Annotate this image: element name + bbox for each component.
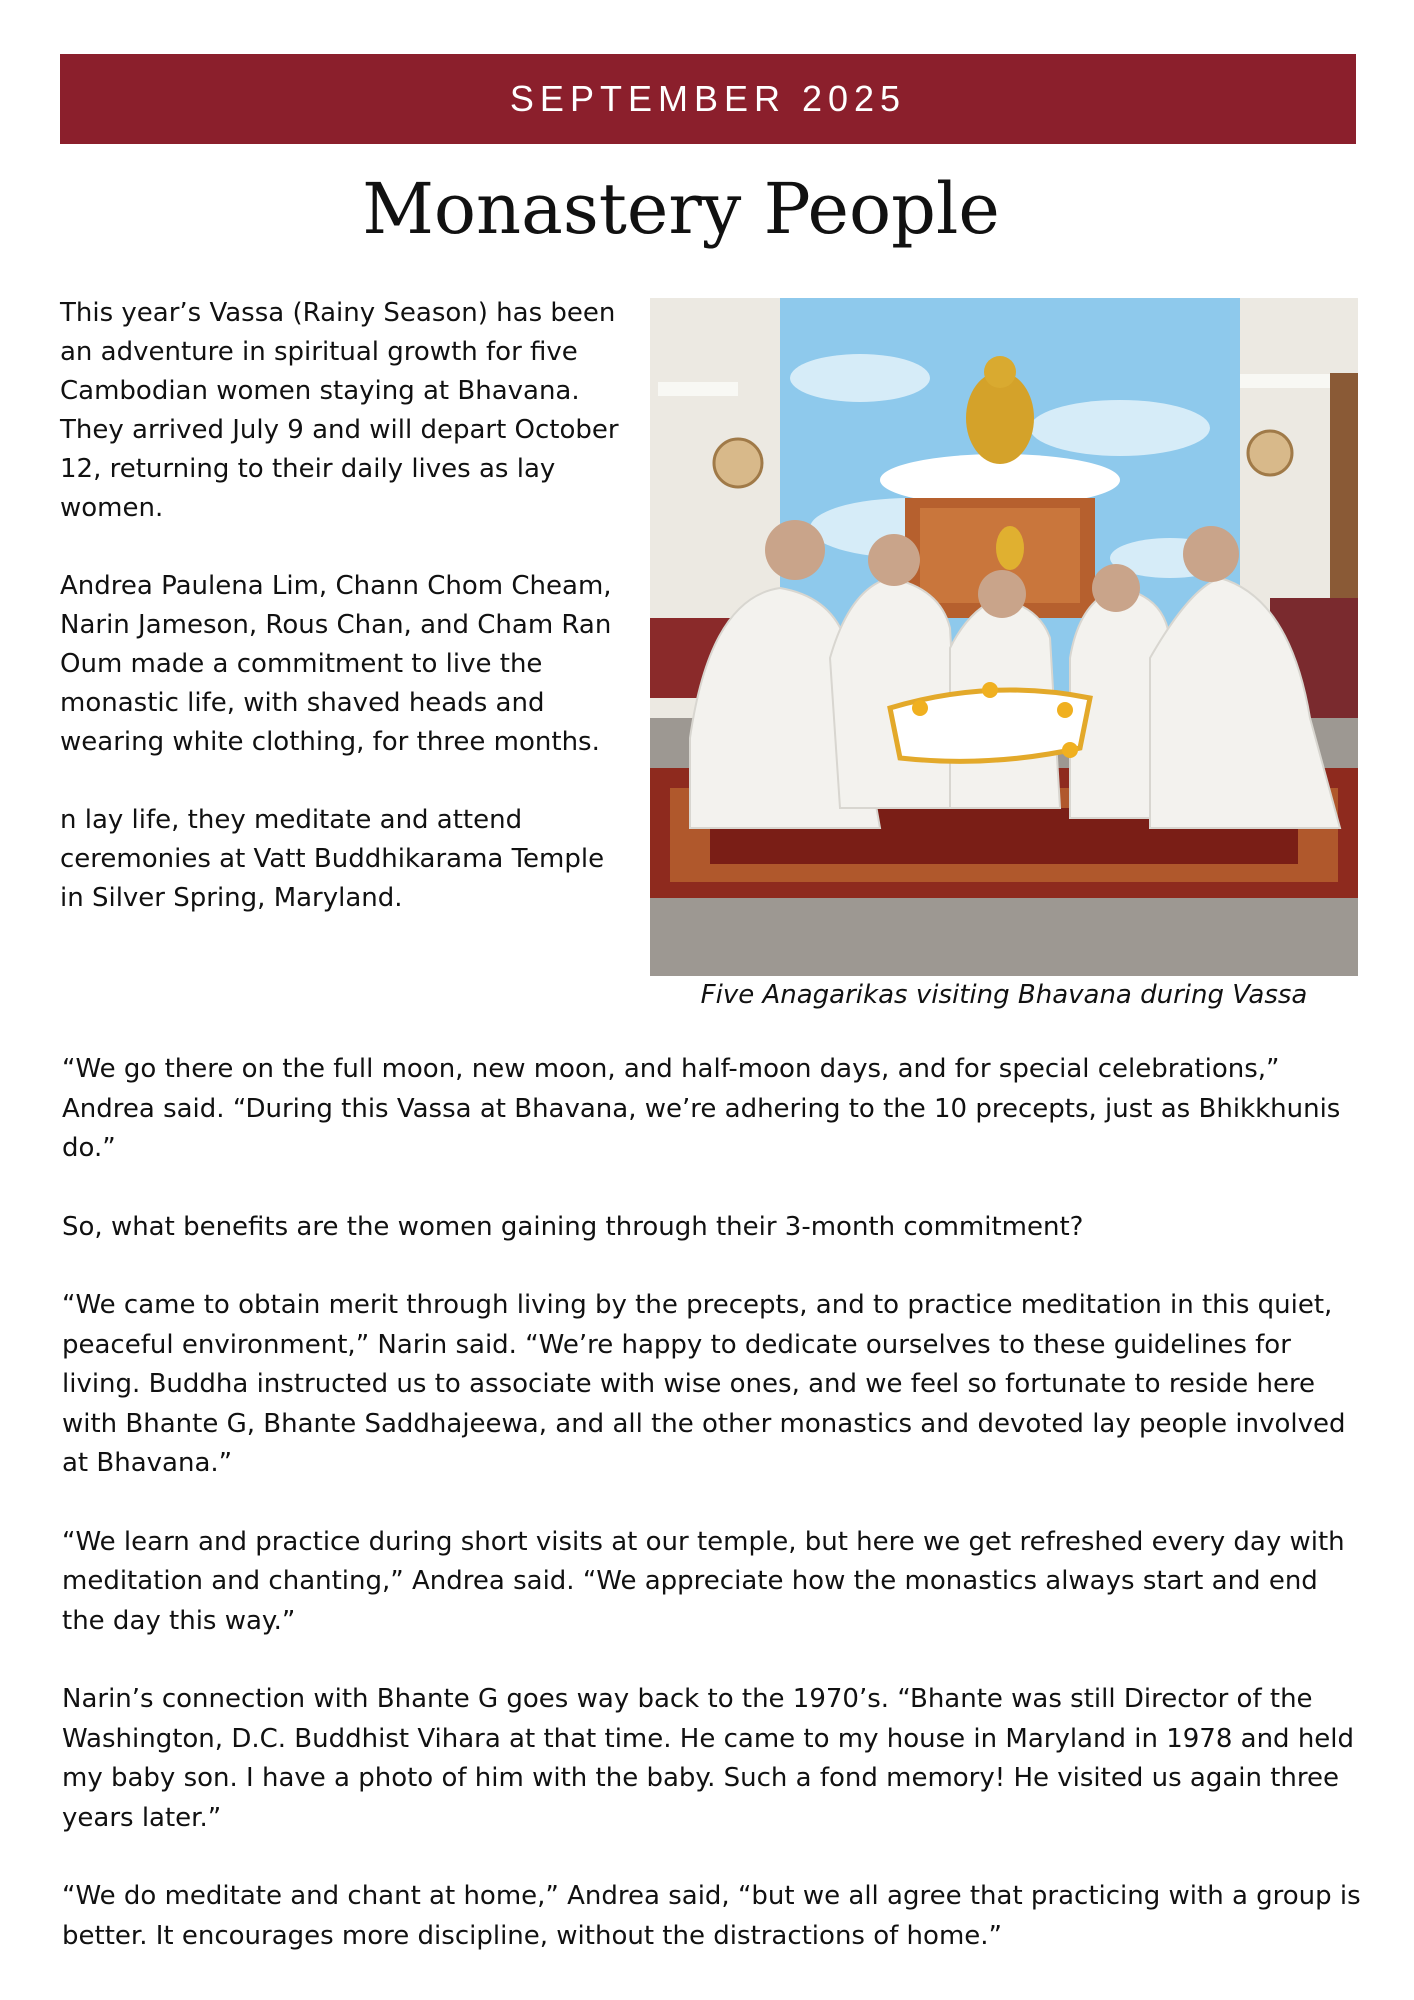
intro-paragraph: Andrea Paulena Lim, Chann Chom Cheam, Narin Jameson, Rous Chan, and Cham Ran Oum made a commitment to live the monastic life, with shaved heads and wearing white clothing, for three months. bbox=[60, 571, 612, 757]
photo-caption: Five Anagarikas visiting Bhavana during Vassa bbox=[700, 980, 1308, 1010]
body-paragraph: “We learn and practice during short visits at our temple, but here we get refreshed every day with meditation and chanting,” Andrea said. “We appreciate how the monastics always start and end the day this way.” bbox=[62, 1526, 1345, 1636]
intro-paragraph: This year’s Vassa (Rainy Season) has been an adventure in spiritual growth for five Cambodian women staying at Bhavana. They arrived July 9 and will depart October 12, returning to their daily lives as lay women. bbox=[60, 298, 619, 523]
month-banner-text: SEPTEMBER 2025 bbox=[509, 78, 907, 119]
group-photo bbox=[650, 298, 1358, 976]
body-paragraph: “We go there on the full moon, new moon, and half-moon days, and for special celebrations,” Andrea said. “During this Vassa at Bhavana, we’re adhering to the 10 precepts, just as Bhikkhunis do.” bbox=[62, 1054, 1341, 1163]
page-title: Monastery People bbox=[362, 168, 1000, 250]
intro-column bbox=[60, 294, 620, 957]
month-banner bbox=[60, 54, 1356, 144]
article-body bbox=[62, 1050, 1362, 1995]
group-photo-illustration bbox=[650, 298, 1358, 976]
body-paragraph: “We do meditate and chant at home,” Andrea said, “but we all agree that practicing with a group is better. It encourages more discipline, without the distractions of home.” bbox=[62, 1881, 1361, 1951]
body-paragraph: Narin’s connection with Bhante G goes way back to the 1970’s. “Bhante was still Director of the Washington, D.C. Buddhist Vihara at that time. He came to my house in Maryland in 1978 and held my baby son. I have a photo of him with the baby. Such a fond memory! He visited us again three years later.” bbox=[62, 1684, 1355, 1833]
body-paragraph: “We came to obtain merit through living by the precepts, and to practice meditation in this quiet, peaceful environment,” Narin said. “We’re happy to dedicate ourselves to these guidelines for living. Buddha instructed us to associate with wise ones, and we feel so fortunate to reside here with Bhante G, Bhante Saddhajeewa, and all the other monastics and devoted lay people involved at Bhavana.” bbox=[62, 1290, 1346, 1478]
intro-paragraph: n lay life, they meditate and attend ceremonies at Vatt Buddhikarama Temple in Silver Spring, Maryland. bbox=[60, 805, 605, 913]
body-paragraph: So, what benefits are the women gaining through their 3-month commitment? bbox=[62, 1211, 1084, 1242]
